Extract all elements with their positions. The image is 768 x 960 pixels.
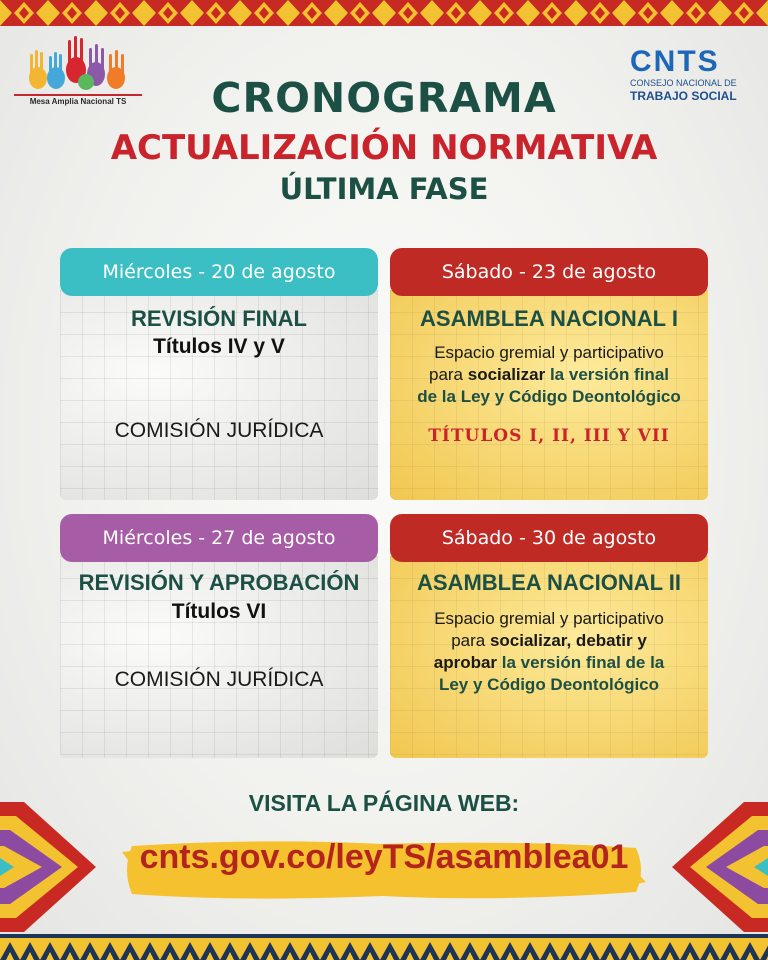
desc-bold: socializar, debatir y (489, 631, 647, 650)
card-titles: TÍTULOS I, II, III Y VII (428, 426, 670, 446)
card-heading: REVISIÓN Y APROBACIÓN (78, 570, 360, 595)
desc-line: Espacio gremial y participativo (434, 609, 664, 628)
phase-title: ÚLTIMA FASE (279, 172, 489, 206)
desc-bold: aprobar (433, 653, 498, 672)
card-subheading: Títulos IV y V (153, 335, 285, 358)
card-description (390, 342, 708, 408)
card-body (60, 556, 378, 758)
cnts-subtitle-1: CONSEJO NACIONAL DE (630, 78, 737, 88)
card-date-header: Miércoles - 20 de agosto (60, 248, 378, 296)
card-heading: ASAMBLEA NACIONAL I (420, 306, 678, 331)
desc-bold: socializar (467, 365, 546, 384)
card-heading: ASAMBLEA NACIONAL II (417, 570, 681, 595)
schedule-card-2 (390, 248, 708, 500)
desc-highlight: Ley y Código Deontológico (438, 675, 660, 694)
desc-text: para (451, 631, 490, 650)
desc-highlight: la versión final de la (497, 653, 665, 672)
right-ethnic-ornament (668, 802, 768, 932)
card-committee: COMISIÓN JURÍDICA (114, 419, 324, 442)
logo-caption: Mesa Amplia Nacional TS (29, 97, 127, 106)
cnts-wordmark: CNTS (630, 45, 720, 78)
card-date-header: Sábado - 23 de agosto (390, 248, 708, 296)
card-heading: REVISIÓN FINAL (130, 306, 307, 331)
left-ethnic-ornament (0, 802, 100, 932)
schedule-card-1 (60, 248, 378, 500)
desc-text: para (428, 365, 468, 384)
visit-label: VISITA LA PÁGINA WEB: (248, 790, 520, 816)
card-subheading: Títulos VI (171, 600, 267, 623)
schedule-card-4 (390, 514, 708, 758)
cnts-subtitle-2: TRABAJO SOCIAL (630, 89, 737, 103)
desc-highlight: de la Ley y Código Deontológico (417, 387, 681, 406)
card-body (390, 290, 708, 500)
top-border-pattern (0, 0, 768, 26)
bottom-border-pattern (0, 934, 768, 960)
main-title: CRONOGRAMA (211, 74, 557, 122)
url-highlight (122, 838, 646, 902)
website-link[interactable]: cnts.gov.co/leyTS/asamblea01 (139, 838, 629, 876)
schedule-card-3 (60, 514, 378, 758)
desc-line: Espacio gremial y participativo (434, 343, 664, 362)
desc-highlight: la versión final (545, 365, 669, 384)
card-body (60, 290, 378, 500)
card-body (390, 556, 708, 758)
card-date-header: Sábado - 30 de agosto (390, 514, 708, 562)
card-committee: COMISIÓN JURÍDICA (114, 668, 324, 691)
card-date-header: Miércoles - 27 de agosto (60, 514, 378, 562)
card-description (390, 608, 708, 696)
subtitle: ACTUALIZACIÓN NORMATIVA (110, 128, 658, 168)
